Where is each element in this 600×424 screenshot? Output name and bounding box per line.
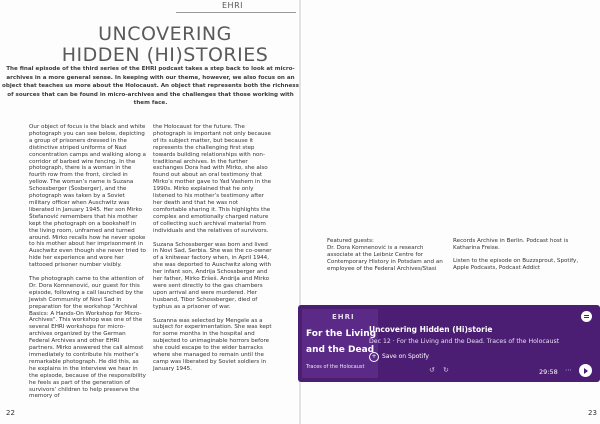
- cover-title-line-1: For the Living: [306, 329, 377, 339]
- guests-text-continued: Records Archive in Berlin. Podcast host is Katharina Freise.: [453, 238, 569, 251]
- plus-icon: +: [369, 352, 379, 362]
- podcast-cover-art[interactable]: [302, 309, 378, 378]
- paragraph: The photograph came to the attention of Dr. Dora Komnenović, our guest for this episode, following a call launched by the Jewish Community of Novi Sad in preparation for the workshop "Archival Basics: A Hands-On Workshop for Micro-Archives". This workshop was one of the several EHRI workshops for micro-archives organized by the German Federal Archives and other EHRI partners. Mirko answered the call almost immediately to contribute his mother’s remarkable photograph. He did this, as he explains in the interview we hear in the episode, because of the responsibility he feels as part of the generation of survivors’ children to help preserve the memory of: [29, 276, 146, 400]
- save-on-spotify-button[interactable]: [369, 351, 429, 362]
- page-number-left: 22: [6, 409, 15, 417]
- guests-heading: Featured guests:: [327, 238, 374, 244]
- spotify-embed-player[interactable]: [298, 305, 600, 382]
- body-column-b: [153, 124, 273, 380]
- episode-duration: 29:58: [539, 368, 558, 376]
- player-controls: [369, 364, 594, 378]
- featured-guests-left: [327, 238, 449, 279]
- guests-text: Dr. Dora Komnenović is a research associate at the Leibniz Centre for Contemporary History in Potsdam and an employee of the Federal Archives/Stasi: [327, 244, 443, 272]
- page-number-right: 23: [588, 409, 597, 417]
- play-icon[interactable]: [579, 364, 592, 377]
- title-line-1: UNCOVERING: [98, 23, 232, 45]
- episode-title[interactable]: Uncovering Hidden (Hi)storie: [369, 325, 493, 334]
- more-icon[interactable]: ⋯: [565, 366, 572, 374]
- header-rule: [176, 12, 296, 13]
- title-line-2: HIDDEN (HI)STORIES: [61, 44, 269, 66]
- paragraph: the Holocaust for the future. The photograph is important not only because of its subject matter, but because it represents the challenging first step towards building relationships with non-traditional archives. In the further exchanges Dora had with Mirko, she also found out about an oral testimony that Mirko’s mother gave to Yad Vashem in the 1990s. Mirko explained that he only listened to his mother’s testimony after her death and that he was not comfortable sharing it. This highlights the complex and emotionally charged nature of collecting such archival material from individuals and the relatives of survivors.: [153, 124, 272, 234]
- paragraph: Our object of focus is the black and white photograph you can see below, depicting a group of prisoners dressed in the distinctive striped uniforms of Nazi concentration camps and walking along a corridor of barbed wire fencing. In the photograph, there is a woman in the fourth row from the front, circled in yellow. The woman’s name is Suzana Schossberger (Šosberger), and the photograph was taken by a Soviet military officer when Auschwitz was liberated in January 1945. Her son Mirko Štefanović remembers that his mother kept the photograph on a bookshelf in the living room, unframed and turned around. Mirko recalls how he never spoke to his mother about her imprisonment in Auschwitz even though she never tried to hide her experience and wore her tattooed prisoner number visibly.: [29, 124, 146, 269]
- featured-guests-right: [453, 238, 583, 278]
- left-page: [0, 0, 299, 424]
- listen-text: Listen to the episode on Buzzsprout, Spotify, Apple Podcasts, Podcast Addict: [453, 257, 579, 271]
- header-label: EHRI: [222, 1, 243, 10]
- paragraph: Suzana Schossberger was born and lived in Novi Sad, Serbia. She was the co-owner of a knitwear factory when, in April 1944, she was deported to Auschwitz along with her infant son, Andrija Schossberger and her father, Mirko Eršeš. Andrija and Mirko were sent directly to the gas chambers upon arrival and were murdered. Her husband, Tibor Schossberger, died of typhus as a prisoner of war.: [153, 241, 272, 310]
- rewind-icon[interactable]: ↺: [429, 366, 435, 374]
- cover-logo: EHRI: [332, 313, 355, 321]
- forward-icon[interactable]: ↻: [443, 366, 449, 374]
- paragraph: Suzanna was selected by Mengele as a subject for experimentation. She was kept for some months in the hospital and subjected to unimaginable horrors before she could escape to the wider barracks where she managed to remain until the camp was liberated by Soviet soldiers in January 1945.: [153, 317, 272, 372]
- episode-subtitle[interactable]: Dec 12 · For the Living and the Dead. Traces of the Holocaust: [369, 338, 560, 345]
- cover-title-line-2: and the Dead: [306, 345, 375, 355]
- spotify-icon[interactable]: [581, 311, 592, 322]
- cover-subtitle: Traces of the Holocaust: [306, 364, 365, 370]
- save-label: Save on Spotify: [382, 353, 429, 360]
- intro-paragraph: The final episode of the third series of the EHRI podcast takes a step back to look at micro-archives in a more general sense. In keeping with our theme, however, we also focus on an object that teaches us more about the Holocaust. An object that represents both the richness of sources that can be found in micro-archives and the challenges that those working with them face.: [2, 66, 299, 106]
- body-column-a: [29, 124, 146, 407]
